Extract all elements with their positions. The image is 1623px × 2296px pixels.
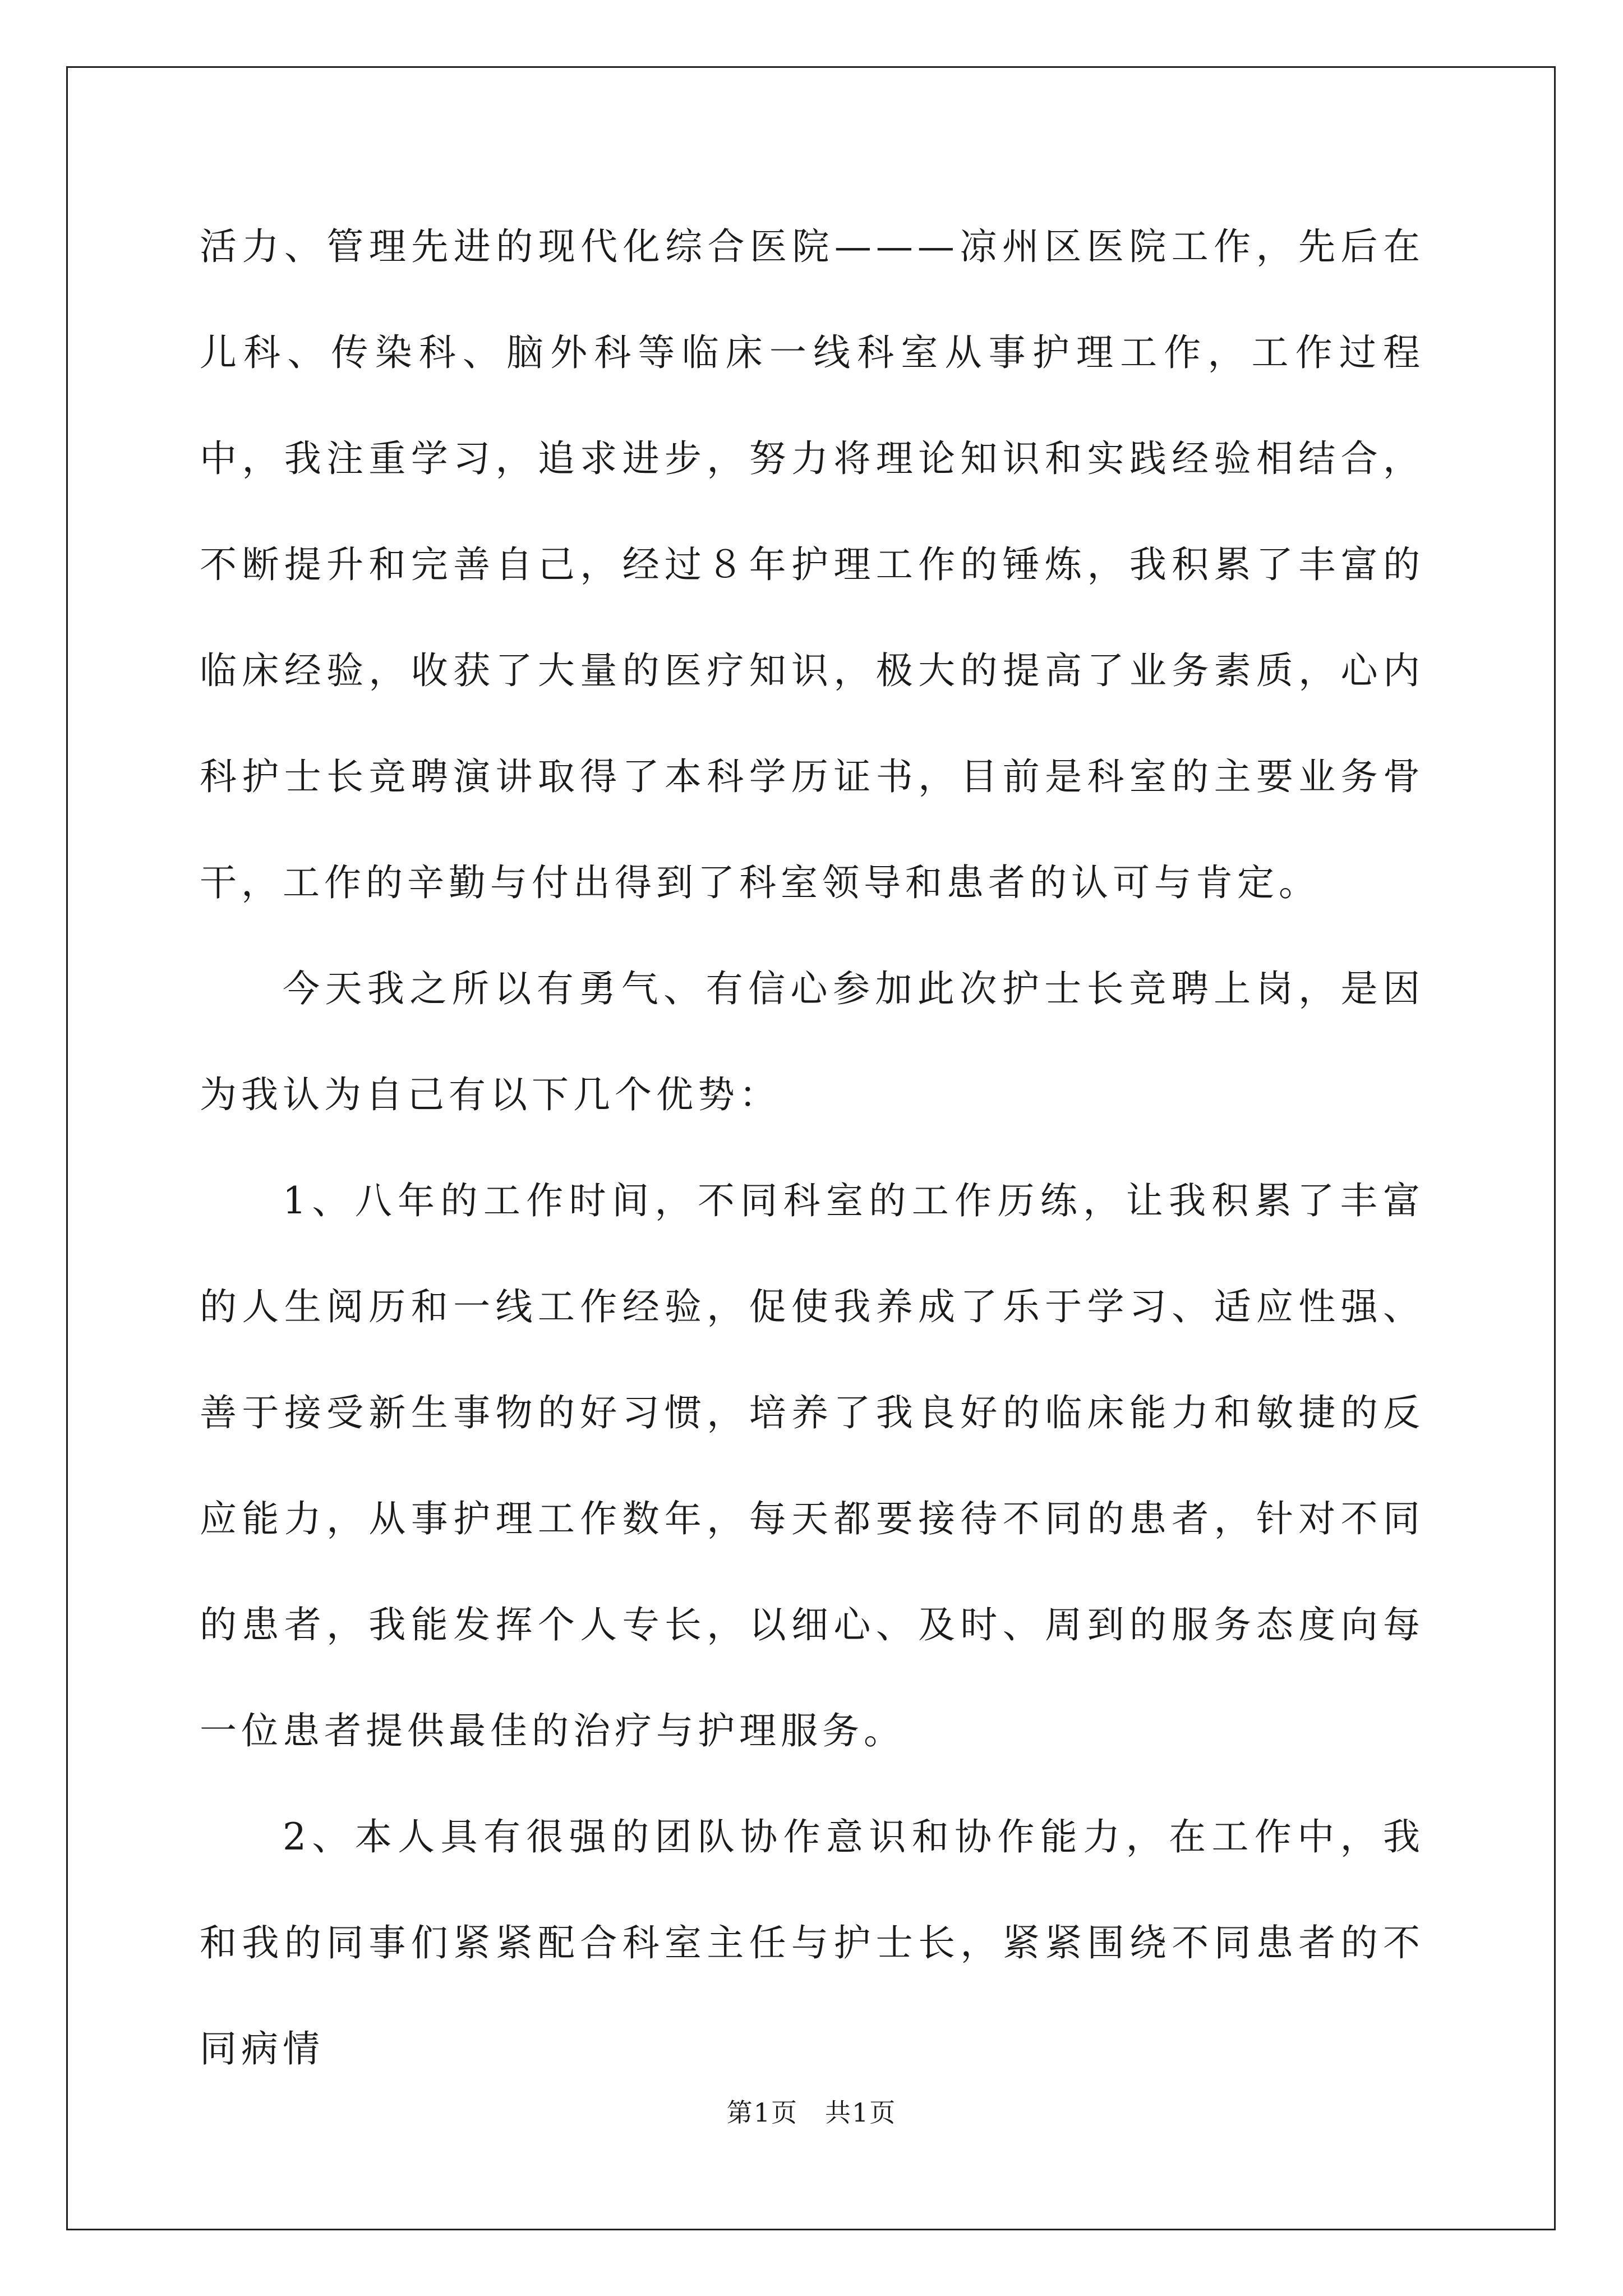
paragraph-1: 活力、管理先进的现代化综合医院———凉州区医院工作，先后在儿科、传染科、脑外科等临床一线科室从事护理工作，工作过程中，我注重学习，追求进步，努力将理论知识和实践经验相结合，不断提升和完善自己，经过８年护理工作的锤炼，我积累了丰富的临床经验，收获了大量的医疗知识，极大的提高了业务素质，心内科护士长竞聘演讲取得了本科学历证书，目前是科室的主要业务骨干，工作的辛勤与付出得到了科室领导和患者的认可与肯定。 — [200, 225, 1424, 904]
paragraph-2: 今天我之所以有勇气、有信心参加此次护士长竞聘上岗，是因为我认为自己有以下几个优势： — [200, 967, 1424, 1116]
paragraph-3: 1、八年的工作时间，不同科室的工作历练，让我积累了丰富的人生阅历和一线工作经验，促使我养成了乐于学习、适应性强、善于接受新生事物的好习惯，培养了我良好的临床能力和敏捷的反应能力，从事护理工作数年，每天都要接待不同的患者，针对不同的患者，我能发挥个人专长，以细心、及时、周到的服务态度向每一位患者提供最佳的治疗与护理服务。 — [200, 1179, 1424, 1752]
page-number-footer: 第1页 共1页 — [726, 2097, 897, 2128]
paragraph-4: 2、本人具有很强的团队协作意识和协作能力，在工作中，我和我的同事们紧紧配合科室主任与护士长，紧紧围绕不同患者的不同病情 — [200, 1815, 1424, 2070]
document-body — [200, 194, 1424, 2102]
